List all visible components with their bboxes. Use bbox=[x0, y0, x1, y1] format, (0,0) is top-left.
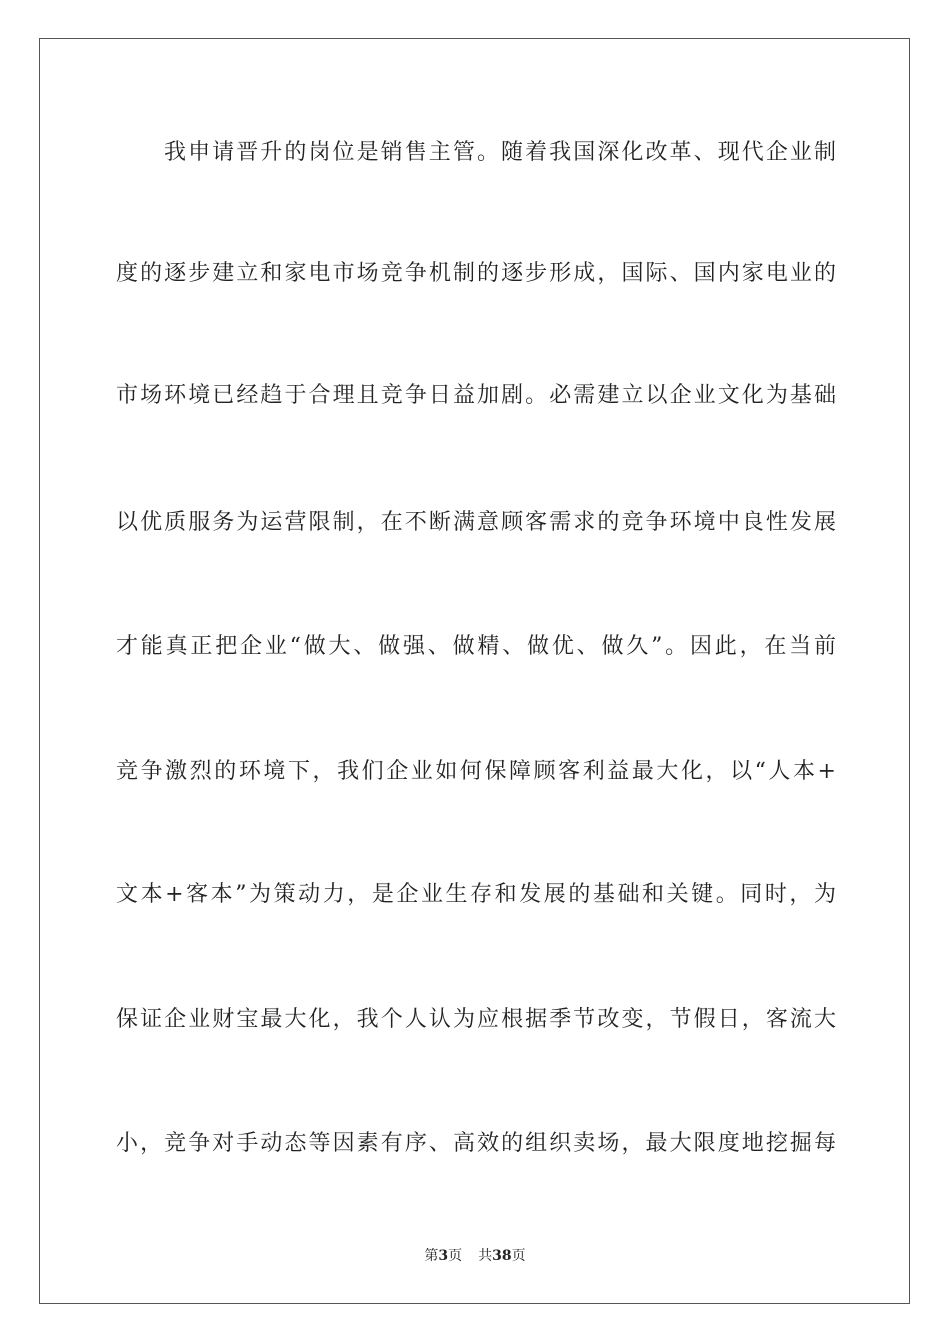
total-suffix: 页 bbox=[511, 1248, 526, 1264]
page-border bbox=[39, 38, 910, 1304]
paragraph-line-3: 市场环境已经趋于合理且竞争日益加剧。必需建立以企业文化为基础 bbox=[116, 383, 836, 408]
paragraph-line-7: 文本+客本”为策动力，是企业生存和发展的基础和关键。同时，为 bbox=[116, 882, 836, 907]
paragraph-line-2: 度的逐步建立和家电市场竞争机制的逐步形成，国际、国内家电业的 bbox=[116, 261, 836, 286]
page-number: 3 bbox=[438, 1248, 449, 1264]
total-pages: 38 bbox=[492, 1248, 512, 1264]
paragraph-line-1: 我申请晋升的岗位是销售主管。随着我国深化改革、现代企业制 bbox=[164, 140, 836, 165]
page-footer bbox=[0, 1246, 950, 1266]
total-prefix: 共 bbox=[478, 1248, 493, 1264]
paragraph-line-5: 才能真正把企业“做大、做强、做精、做优、做久”。因此，在当前 bbox=[116, 634, 836, 659]
paragraph-line-8: 保证企业财宝最大化，我个人认为应根据季节改变，节假日，客流大 bbox=[116, 1007, 836, 1032]
paragraph-line-4: 以优质服务为运营限制，在不断满意顾客需求的竞争环境中良性发展 bbox=[116, 510, 836, 535]
paragraph-line-6: 竞争激烈的环境下，我们企业如何保障顾客利益最大化，以“人本+ bbox=[116, 759, 836, 784]
page-prefix: 第 bbox=[424, 1248, 439, 1264]
page-suffix: 页 bbox=[448, 1248, 463, 1264]
paragraph-line-9: 小，竞争对手动态等因素有序、高效的组织卖场，最大限度地挖掘每 bbox=[116, 1131, 836, 1156]
